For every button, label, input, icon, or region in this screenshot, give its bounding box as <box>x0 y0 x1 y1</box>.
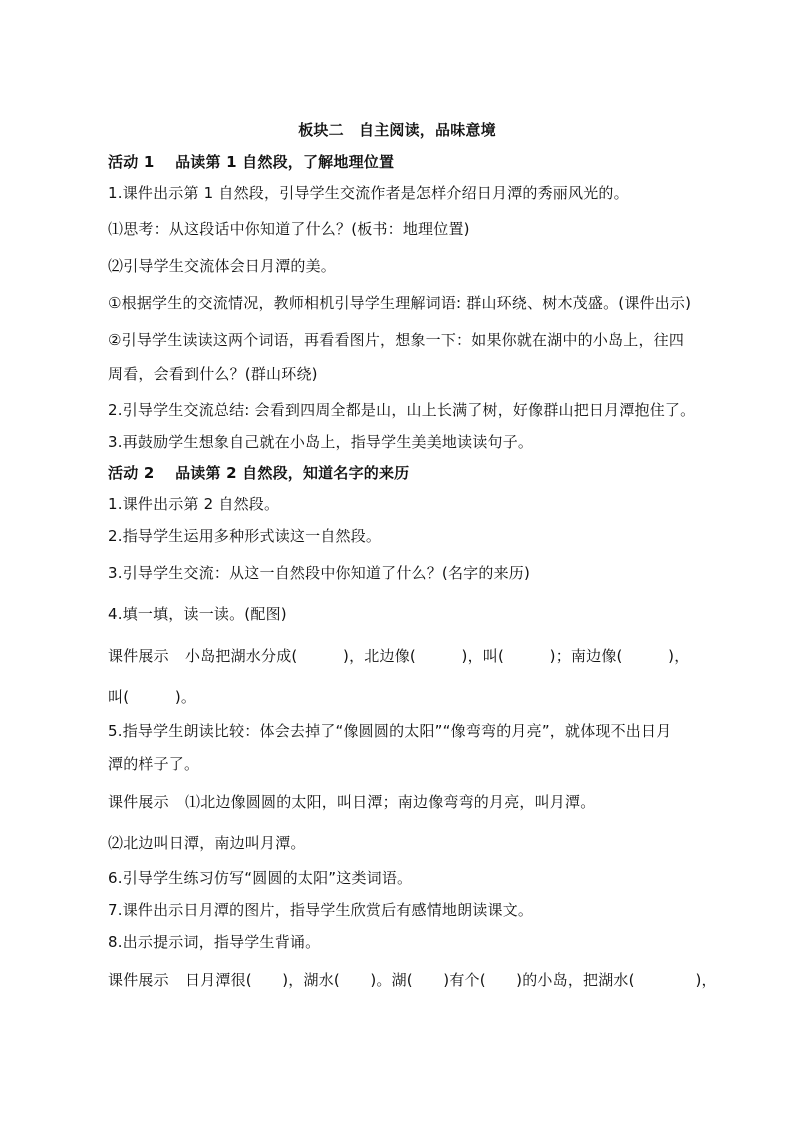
paragraph: ⑵北边叫日潭，南边叫月潭。 <box>108 834 306 852</box>
paragraph: 周看，会看到什么？(群山环绕) <box>108 365 318 383</box>
paragraph: 5.指导学生朗读比较：体会去掉了“像圆圆的太阳”“像弯弯的月亮”，就体现不出日月 <box>108 722 672 740</box>
activity-1-heading: 活动 1 品读第 1 自然段，了解地理位置 <box>108 153 395 171</box>
activity-2-heading: 活动 2 品读第 2 自然段，知道名字的来历 <box>108 464 410 482</box>
courseware-fill-line <box>108 646 689 666</box>
paragraph: 4.填一填，读一读。(配图) <box>108 605 287 623</box>
courseware-label: 课件展示 <box>108 647 169 665</box>
paragraph: ①根据学生的交流情况，教师相机引导学生理解词语: 群山环绕、树木茂盛。(课件出示) <box>108 294 692 312</box>
courseware-compare-line <box>108 792 595 812</box>
recite-text: 日月潭很( )，湖水( )。湖( )有个( )的小岛，把湖水( )， <box>185 971 717 989</box>
paragraph: 1.课件出示第 1 自然段，引导学生交流作者是怎样介绍日月潭的秀丽风光的。 <box>108 184 629 202</box>
paragraph: 2.引导学生交流总结: 会看到四周全都是山，山上长满了树，好像群山把日月潭抱住了。 <box>108 401 696 419</box>
paragraph: 8.出示提示词，指导学生背诵。 <box>108 933 321 951</box>
courseware-label: 课件展示 <box>108 971 169 989</box>
courseware-label: 课件展示 <box>108 793 169 811</box>
paragraph: 1.课件出示第 2 自然段。 <box>108 495 280 513</box>
courseware-recite-line <box>108 970 717 990</box>
paragraph: 3.再鼓励学生想象自己就在小岛上，指导学生美美地读读句子。 <box>108 433 534 451</box>
fill-text: 小岛把湖水分成( )，北边像( )，叫( )；南边像( )， <box>185 647 690 665</box>
paragraph: 2.指导学生运用多种形式读这一自然段。 <box>108 527 382 545</box>
paragraph: ⑵引导学生交流体会日月潭的美。 <box>108 257 337 275</box>
paragraph: ②引导学生读读这两个词语，再看看图片，想象一下：如果你就在湖中的小岛上，往四 <box>108 331 685 349</box>
paragraph: 潭的样子了。 <box>108 755 200 773</box>
paragraph: 7.课件出示日月潭的图片，指导学生欣赏后有感情地朗读课文。 <box>108 901 534 919</box>
paragraph: 6.引导学生练习仿写“圆圆的太阳”这类词语。 <box>108 869 413 887</box>
section-title: 板块二 自主阅读，品味意境 <box>298 121 496 139</box>
paragraph: ⑴思考：从这段话中你知道了什么？(板书：地理位置) <box>108 220 470 238</box>
paragraph: 叫( )。 <box>108 688 197 706</box>
compare-text: ⑴北边像圆圆的太阳，叫日潭；南边像弯弯的月亮，叫月潭。 <box>185 793 596 811</box>
paragraph: 3.引导学生交流：从这一自然段中你知道了什么？(名字的来历) <box>108 564 531 582</box>
